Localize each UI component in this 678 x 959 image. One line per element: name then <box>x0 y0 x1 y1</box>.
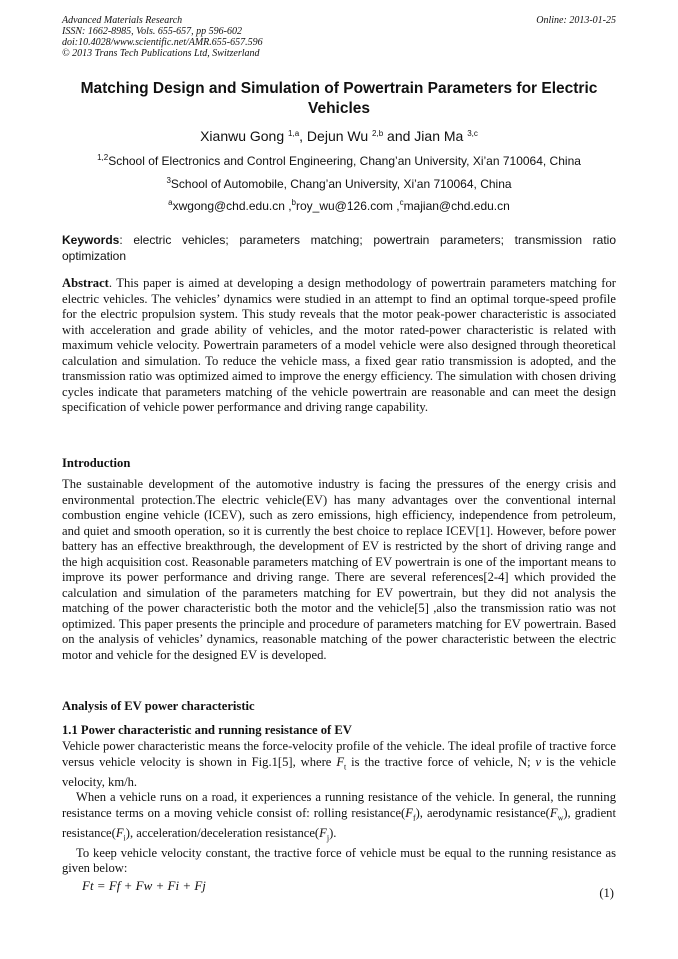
affil-mark: 1,2 <box>97 153 109 162</box>
section-heading-analysis: Analysis of EV power characteristic <box>62 699 255 713</box>
keywords-label: Keywords <box>62 233 120 247</box>
introduction-paragraph <box>62 477 616 663</box>
introduction-text: The sustainable development of the automotive industry is facing the pressures of the energy crisis and environmental protection.The electric vehicle(EV) has many advantages over the conventional internal combustion engine vehicle (ICEV), such as zero emissions, high efficiency, independence from petroleum, and quiet and smooth operation, so it is currently the best choice to replace ICEV[1]. However, before power battery has an effective breakthrough, the development of EV is restricted by the short of driving range and the high acquisition cost. Reasonable parameters matching of EV powertrain is one of the important means to improve its power performance and driving range. There are several references[2-4] which provided the calculation and simulation of the parameters matching for EV powertrain, but they did not analysis the matching of the power characteristic both the motor and the vehicle[5] ,also the transmission ratio was not optimized. This paper presents the principle and procedure of parameters matching for EV powertrain. Based on the analysis of vehicles’ dynamics, reasonable matching of the power characteristic between the electric motor and vehicle for the designed EV is developed. <box>62 477 616 662</box>
online-date: Online: 2013-01-25 <box>536 15 616 26</box>
analysis-paragraph-1: Vehicle power characteristic means the force-velocity profile of the vehicle. The ideal profile of tractive force versus vehicle velocity is shown in Fig.1[5], where $F_t$ is the tractive force of vehicle, N; v is the vehicle velocity, km/h. <box>62 739 616 789</box>
affiliation-2 <box>62 177 616 192</box>
equation-1: Ft = Ff + Fw + Fi + Fj <box>82 878 206 893</box>
keywords <box>62 233 616 264</box>
equation-number: (1) <box>599 886 614 900</box>
email-link[interactable]: xwgong@chd.edu.cn , <box>172 199 292 213</box>
author-list <box>62 127 616 145</box>
author-name: Xianwu Gong <box>200 128 289 144</box>
subsection-heading: 1.1 Power characteristic and running resistance of EV <box>62 723 352 737</box>
keywords-text: : electric vehicles; parameters matching; powertrain parameters; transmission ratio optimization <box>62 233 616 263</box>
email-list <box>62 199 616 214</box>
affiliation-1 <box>62 154 616 169</box>
analysis-paragraph-3: To keep vehicle velocity constant, the tractive force of vehicle must be equal to the running resistance as given below: <box>62 845 616 876</box>
journal-header <box>62 15 616 59</box>
section-heading-introduction: Introduction <box>62 456 131 470</box>
author-affil-mark: 3,c <box>467 129 478 138</box>
author-name: , Dejun Wu <box>299 128 373 144</box>
issn: ISSN: 1662-8985, Vols. 655-657, pp 596-602 <box>62 26 242 37</box>
email-link[interactable]: majian@chd.edu.cn <box>403 199 510 213</box>
author-name: and Jian Ma <box>383 128 468 144</box>
email-link[interactable]: roy_wu@126.com , <box>296 199 400 213</box>
email-mark: c <box>399 198 404 207</box>
abstract <box>62 276 616 416</box>
journal-name: Advanced Materials Research <box>62 15 183 26</box>
paper-title: Matching Design and Simulation of Powertrain Parameters for Electric Vehicles <box>80 80 598 117</box>
affil-text: School of Electronics and Control Engineering, Chang’an University, Xi’an 710064, China <box>108 154 581 168</box>
doi: doi:10.4028/www.scientific.net/AMR.655-657.596 <box>62 37 263 48</box>
affil-text: School of Automobile, Chang’an University, Xi’an 710064, China <box>170 177 512 191</box>
author-affil-mark: 1,a <box>288 129 300 138</box>
analysis-paragraph-2: When a vehicle runs on a road, it experiences a running resistance of the vehicle. In general, the running resistance terms on a moving vehicle consist of: rolling $resistance(F_f)$, aerodynamic $resistance(F_w)$, gradient $resistance(F_i)$, acceleration/deceleration $resistance(F_j)$. <box>62 790 616 843</box>
analysis-paragraphs <box>62 739 616 877</box>
author-affil-mark: 2,b <box>372 129 384 138</box>
email-mark: a <box>168 198 173 207</box>
affil-mark: 3 <box>166 176 171 185</box>
email-mark: b <box>291 198 296 207</box>
abstract-text: . This paper is aimed at developing a design methodology of powertrain parameters matching for electric vehicles. The vehicles’ dynamics were studied in an attempt to find an optimal torque-speed profile for the electric propulsion system. This study reveals that the motor peak-power characteristic is associated with acceleration and grade ability of vehicles, and the motor rated-power characteristic is related with maximum vehicle velocity. Powertrain parameters of a model vehicle were also designed through theoretical calculation and simulation. To reduce the vehicle mass, a fixed gear ratio transmission is adopted, and the transmission ratio was optimized aimed to improve the energy efficiency. The simulation with chosen driving cycles indicate that parameters matching of the vehicle powertrain are reasonable and can meet the design specification of vehicle power performance and driving range capability. <box>62 276 616 414</box>
abstract-label: Abstract <box>62 276 109 290</box>
copyright: © 2013 Trans Tech Publications Ltd, Switzerland <box>62 48 260 59</box>
